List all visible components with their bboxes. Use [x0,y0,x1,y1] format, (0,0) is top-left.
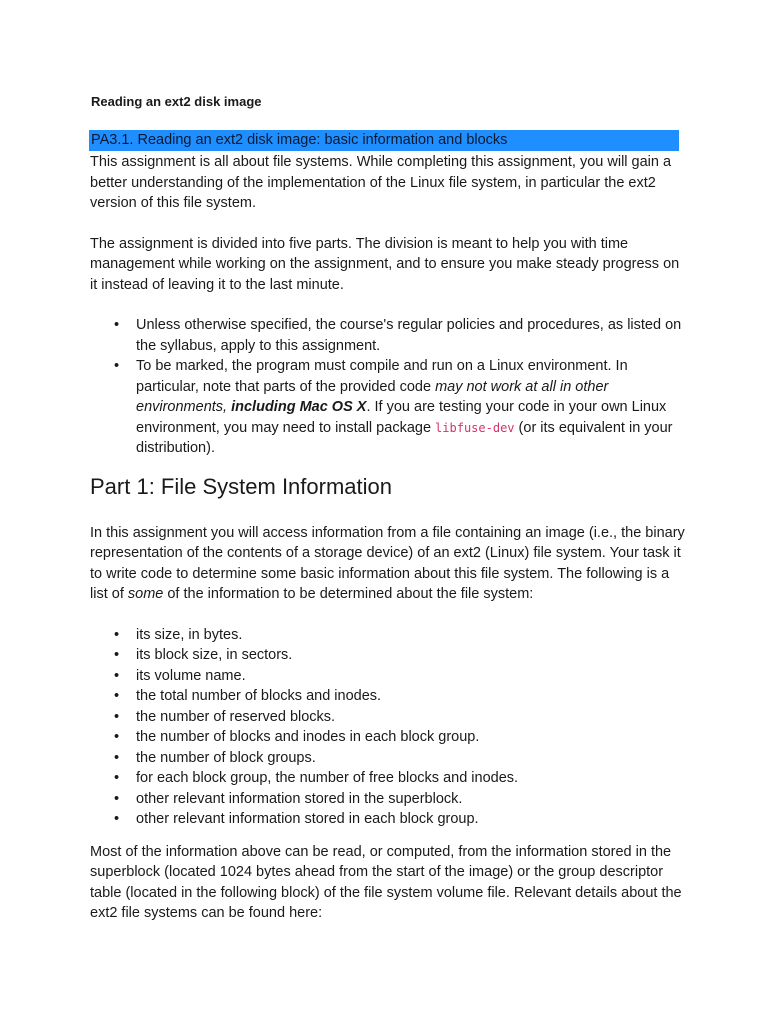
bullet-text-a: To be marked, the program must compile and run on a Linux environment. In particular, note that parts of the provided code [136,358,628,395]
info-list [90,625,690,830]
list-item: • its size, in bytes. [136,625,690,646]
list-item: • the number of block groups. [136,748,690,769]
bullet-text: Unless otherwise specified, the course's regular policies and procedures, as listed on the syllabus, apply to this assignment. [136,317,682,354]
list-item: • the number of reserved blocks. [136,707,690,728]
bullet-strong: including Mac OS X [231,399,367,415]
bullet-text-d: . If you are testing your code in your own Linux environment, you may need to install package [136,399,667,436]
bullet-text-e: (or its equivalent in your distribution). [136,419,673,456]
intro-paragraph-1: This assignment is all about file systems. While completing this assignment, you will gain a better understanding of the implementation of the Linux file system, in particular the ext2 version of this file system. [90,154,672,211]
list-item: • its block size, in sectors. [136,645,690,666]
part1-text-b: The following is a list of [90,565,670,602]
document-body [90,152,690,944]
part1-paragraph [90,523,690,605]
package-code: libfuse-dev [435,420,515,435]
part1-text: In this assignment you will access information from a file containing an image (i.e., the binary representation of the contents of a storage device) of an ext2 (Linux) file system. Your task it to write code to determine some basic information about this file system. [90,524,685,582]
list-item [136,356,690,459]
list-item [136,315,690,356]
document-title: Reading an ext2 disk image [91,94,262,109]
list-item: • other relevant information stored in the superblock. [136,789,690,810]
policy-list [90,315,690,459]
part1-text-c: of the information to be determined about the file system: [163,586,534,602]
bullet-emphasis: may not work at all in other environments, [136,378,609,415]
list-item: • the total number of blocks and inodes. [136,686,690,707]
section-highlight: PA3.1. Reading an ext2 disk image: basic information and blocks [89,130,679,151]
list-item: • for each block group, the number of free blocks and inodes. [136,768,690,789]
list-item: • its volume name. [136,666,690,687]
part1-emphasis: some [127,586,164,602]
closing-paragraph: Most of the information above can be read, or computed, from the information stored in the superblock (located 1024 bytes ahead from the start of the image) or the group descriptor table (located in the following block) of the file system volume file. Relevant details about the ext2 file systems can be found here: [90,843,682,921]
intro-paragraph-2: The assignment is divided into five parts. The division is meant to help you with time management while working on the assignment, and to ensure you make steady progress on it instead of leaving it to the last minute. [90,235,680,293]
list-item: • other relevant information stored in each block group. [136,809,690,830]
part1-heading: Part 1: File System Information [90,473,392,499]
list-item: • the number of blocks and inodes in each block group. [136,727,690,748]
